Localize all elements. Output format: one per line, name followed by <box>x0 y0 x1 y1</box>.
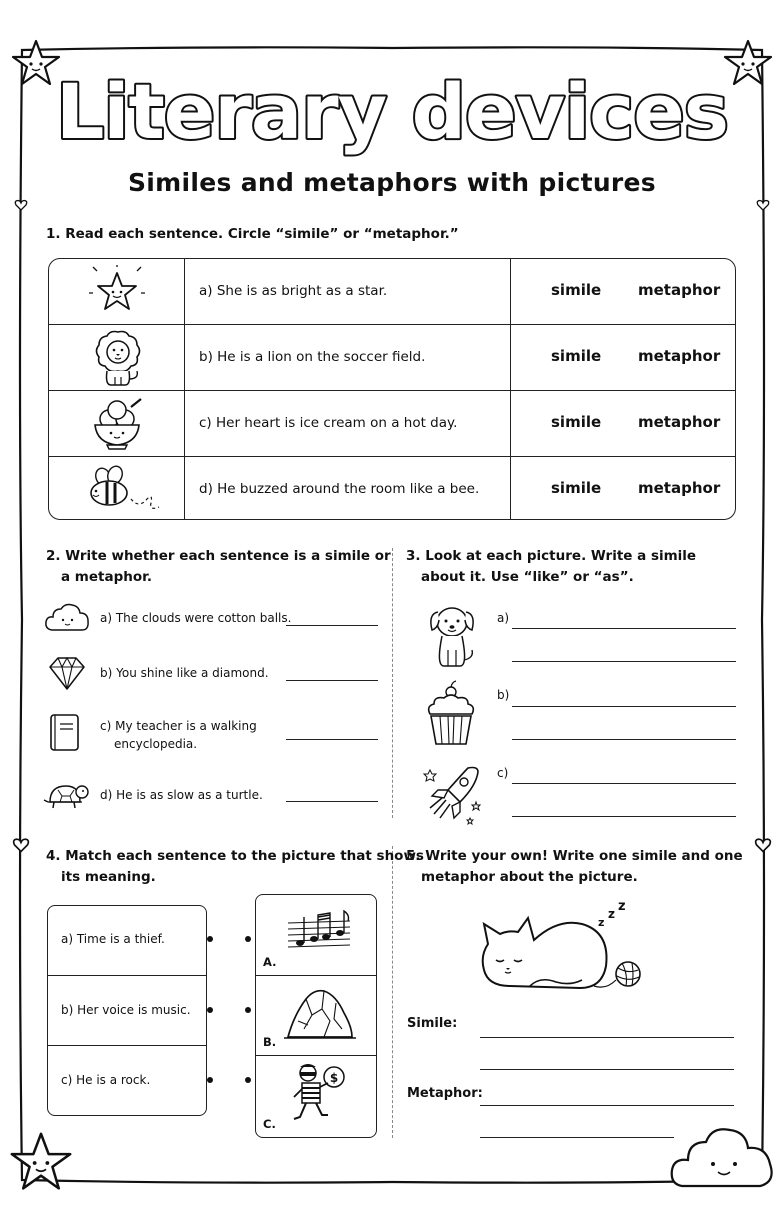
sentence-text: b) He is a lion on the soccer field. <box>199 349 426 365</box>
match-dot[interactable] <box>245 1007 251 1013</box>
match-dot[interactable] <box>207 1007 213 1013</box>
choice-metaphor[interactable]: metaphor <box>638 413 721 431</box>
answer-line[interactable] <box>480 1105 734 1106</box>
svg-text:z: z <box>618 899 626 914</box>
rocket-icon <box>420 762 486 828</box>
diamond-icon <box>48 652 86 692</box>
sentence-text: d) He buzzed around the room like a bee. <box>199 481 480 497</box>
answer-line[interactable] <box>286 739 378 740</box>
rock-icon <box>284 985 356 1041</box>
turtle-icon <box>44 778 90 812</box>
choice-metaphor[interactable]: metaphor <box>638 479 721 497</box>
match-letter: B. <box>263 1035 277 1049</box>
answer-line[interactable] <box>512 706 736 707</box>
match-dot[interactable] <box>207 1077 213 1083</box>
section2-prompt: 2. Write whether each sentence is a simile or a metaphor. <box>46 548 391 585</box>
heart-icon <box>754 836 772 854</box>
puppy-icon <box>424 600 480 668</box>
section3-item-label: b) <box>497 688 510 702</box>
section2-item-text: a) The clouds were cotton balls. <box>100 611 292 625</box>
page-title-text: Literary devices <box>56 67 728 156</box>
choice-metaphor[interactable]: metaphor <box>638 281 721 299</box>
heart-icon <box>12 836 30 854</box>
book-icon <box>48 712 82 754</box>
answer-line[interactable] <box>286 680 378 681</box>
answer-line[interactable] <box>480 1037 734 1038</box>
section1-prompt: 1. Read each sentence. Circle “simile” or “metaphor.” <box>46 226 459 242</box>
match-dot[interactable] <box>245 1077 251 1083</box>
cloud-icon <box>44 602 90 634</box>
svg-text:$: $ <box>329 1071 339 1085</box>
section3-prompt: 3. Look at each picture. Write a simile about it. Use “like” or “as”. <box>406 548 697 585</box>
section2-item-text: b) You shine like a diamond. <box>100 666 269 680</box>
cloud-corner-icon <box>668 1120 778 1194</box>
match-dot[interactable] <box>207 936 213 942</box>
svg-text:z: z <box>598 916 605 929</box>
page-title <box>0 58 784 168</box>
choice-simile[interactable]: simile <box>551 413 602 431</box>
svg-text:z: z <box>608 907 615 921</box>
answer-line[interactable] <box>512 783 736 784</box>
simile-metaphor-table <box>48 258 736 520</box>
match-sentence: b) Her voice is music. <box>61 1003 191 1017</box>
answer-line[interactable] <box>512 661 736 662</box>
page-subtitle: Similes and metaphors with pictures <box>128 168 656 197</box>
metaphor-label: Metaphor: <box>407 1086 483 1101</box>
answer-line[interactable] <box>512 628 736 629</box>
choice-simile[interactable]: simile <box>551 347 602 365</box>
section3-item-label: c) <box>497 766 509 780</box>
match-letter: C. <box>263 1117 276 1131</box>
match-sentence: c) He is a rock. <box>61 1073 151 1087</box>
section5-prompt: 5. Write your own! Write one simile and one metaphor about the picture. <box>406 848 743 885</box>
star-icon <box>89 265 145 319</box>
heart-icon <box>14 198 28 212</box>
answer-line[interactable] <box>480 1137 674 1138</box>
answer-line[interactable] <box>286 801 378 802</box>
star-corner-icon <box>8 1130 74 1196</box>
section4-prompt: 4. Match each sentence to the picture that shows its meaning. <box>46 848 424 885</box>
answer-line[interactable] <box>512 816 736 817</box>
section2-item-text: d) He is as slow as a turtle. <box>100 788 263 802</box>
column-divider <box>392 846 393 1138</box>
heart-icon <box>756 198 770 212</box>
thief-icon <box>290 1061 354 1131</box>
choice-simile[interactable]: simile <box>551 479 602 497</box>
sentence-text: c) Her heart is ice cream on a hot day. <box>199 415 458 431</box>
choice-simile[interactable]: simile <box>551 281 602 299</box>
sentence-text: a) She is as bright as a star. <box>199 283 388 299</box>
sleeping-cat-icon <box>470 900 660 996</box>
cupcake-icon <box>424 680 478 748</box>
column-divider <box>392 548 393 818</box>
choice-metaphor[interactable]: metaphor <box>638 347 721 365</box>
answer-line[interactable] <box>512 739 736 740</box>
lion-icon <box>93 329 143 387</box>
answer-line[interactable] <box>480 1069 734 1070</box>
match-picture-box <box>255 894 377 1138</box>
match-sentence-box <box>47 905 207 1116</box>
section2-item-text: c) My teacher is a walking encyclopedia. <box>100 719 257 751</box>
section3-item-label: a) <box>497 611 510 625</box>
bee-icon <box>81 463 165 517</box>
ice-cream-bowl-icon <box>89 397 147 451</box>
simile-label: Simile: <box>407 1016 458 1031</box>
answer-line[interactable] <box>286 625 378 626</box>
music-notes-icon <box>286 909 352 955</box>
match-sentence: a) Time is a thief. <box>61 932 165 946</box>
match-letter: A. <box>263 955 277 969</box>
match-dot[interactable] <box>245 936 251 942</box>
